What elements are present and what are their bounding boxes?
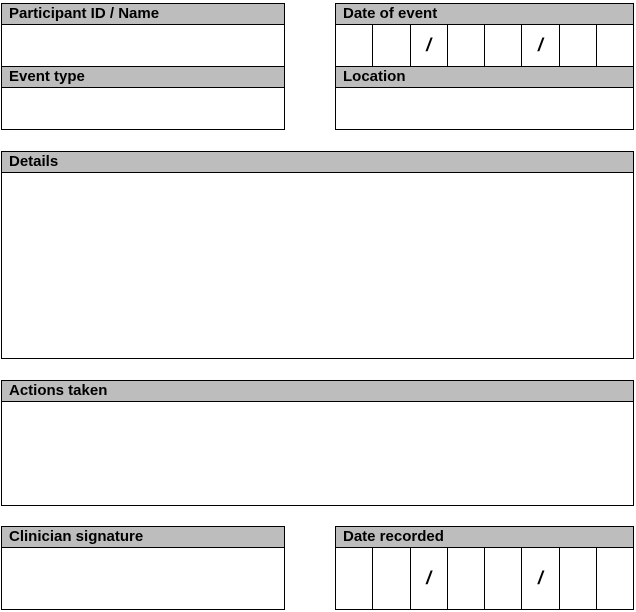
signature-section [1,526,285,610]
date-recorded-year-2[interactable] [597,548,633,609]
date-event-year-1[interactable] [560,25,597,66]
date-event-section [335,3,634,67]
date-event-day-2[interactable] [373,25,410,66]
date-recorded-section [335,526,634,610]
date-recorded-label: Date recorded [336,527,633,548]
location-section [335,66,634,130]
date-event-month-2[interactable] [485,25,522,66]
event-type-label: Event type [2,67,284,88]
location-field[interactable] [336,88,633,129]
actions-label: Actions taken [2,381,633,402]
actions-section [1,380,634,506]
participant-field[interactable] [2,25,284,66]
date-recorded-sep-1: / [411,548,448,609]
date-recorded-month-2[interactable] [485,548,522,609]
participant-section [1,3,285,67]
date-event-sep-2: / [522,25,559,66]
location-label: Location [336,67,633,88]
details-section [1,151,634,359]
details-field[interactable] [2,173,633,358]
participant-label: Participant ID / Name [2,4,284,25]
event-type-section [1,66,285,130]
signature-label: Clinician signature [2,527,284,548]
date-recorded-cells [336,548,633,609]
date-event-sep-1: / [411,25,448,66]
signature-field[interactable] [2,548,284,609]
date-recorded-day-2[interactable] [373,548,410,609]
date-recorded-month-1[interactable] [448,548,485,609]
actions-field[interactable] [2,402,633,505]
date-event-month-1[interactable] [448,25,485,66]
date-event-cells [336,25,633,66]
date-event-day-1[interactable] [336,25,373,66]
details-label: Details [2,152,633,173]
date-recorded-day-1[interactable] [336,548,373,609]
date-event-year-2[interactable] [597,25,633,66]
date-recorded-year-1[interactable] [560,548,597,609]
date-recorded-sep-2: / [522,548,559,609]
date-event-label: Date of event [336,4,633,25]
event-type-field[interactable] [2,88,284,129]
